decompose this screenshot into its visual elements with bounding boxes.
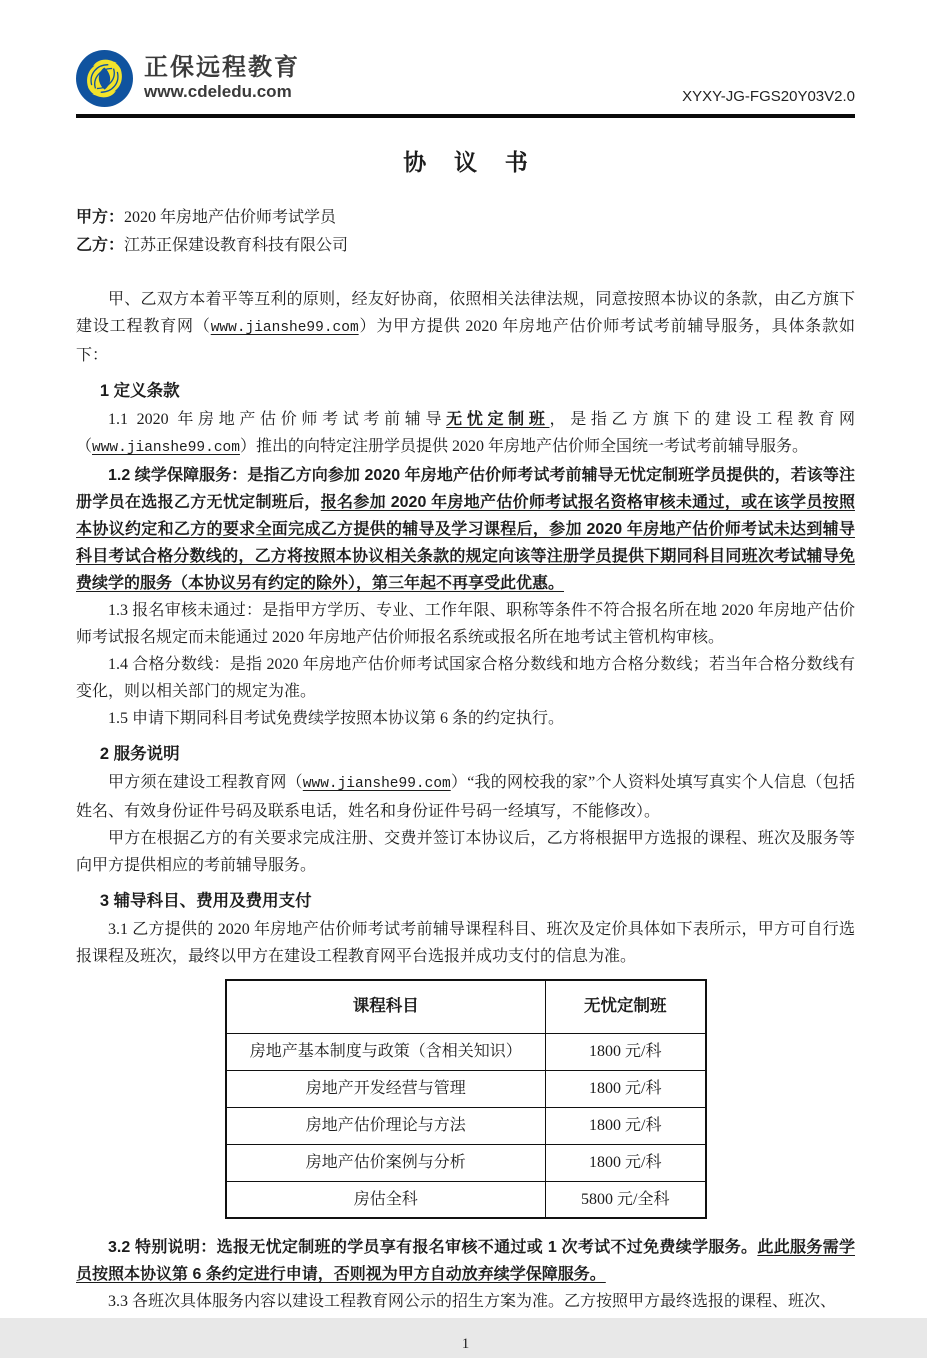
text-run: ）为甲方提供 2020 年房地产估价师考试考前辅导服务，具体条款如下： xyxy=(76,318,855,364)
table-header-cell: 课程科目 xyxy=(226,980,546,1033)
text-run: 甲、乙双方本着平等互利的原则，经友好协商，依照相关法律法规，同意按照本协议的条款，由乙方旗下建设工程教育网（ xyxy=(76,291,855,335)
document-content xyxy=(76,148,855,1358)
logo-text xyxy=(144,54,300,103)
text-run: 1.4 合格分数线：是指 2020 年房地产估价师考试国家合格分数线和地方合格分数线；若当年合格分数线有变化，则以相关部门的规定为准。 xyxy=(76,656,855,700)
text-run: ，是指乙方旗下的建设工程教育网（ xyxy=(76,411,855,455)
table-cell: 房地产基本制度与政策（含相关知识） xyxy=(226,1033,546,1070)
table-row xyxy=(226,1033,706,1070)
table-cell: 房地产估价理论与方法 xyxy=(226,1107,546,1144)
text-run: ）推出的向特定注册学员提供 2020 年房地产估价师全国统一考试考前辅导服务。 xyxy=(239,438,808,455)
table-cell: 1800 元/科 xyxy=(546,1107,706,1144)
swirl-logo-icon xyxy=(76,50,133,107)
table-cell: 房估全科 xyxy=(226,1181,546,1218)
table-cell: 1800 元/科 xyxy=(546,1144,706,1181)
table-row xyxy=(226,1107,706,1144)
party-line xyxy=(76,232,855,260)
text-run: 此此服务需学员按照本协议第 6 条约定进行申请，否则视为甲方自动放弃续学保障服务。 xyxy=(76,1239,855,1283)
paragraph xyxy=(76,1234,855,1288)
inline-url-link[interactable]: www.jianshe99.com xyxy=(92,440,240,456)
table-cell: 1800 元/科 xyxy=(546,1070,706,1107)
inline-url-link[interactable]: www.jianshe99.com xyxy=(302,776,451,792)
company-website: www.cdeledu.com xyxy=(144,82,292,101)
text-run: 甲方须在建设工程教育网（ xyxy=(108,774,303,791)
section-heading: 3 辅导科目、费用及费用支付 xyxy=(99,892,312,910)
text-run: 3.2 特别说明：选报无忧定制班的学员享有报名审核不通过或 1 次考试不过免费续学服务。 xyxy=(108,1239,758,1256)
paragraph xyxy=(76,825,855,879)
section-heading: 2 服务说明 xyxy=(99,745,180,763)
section-heading: 1 定义条款 xyxy=(99,382,180,400)
paragraph xyxy=(76,705,855,732)
text-run: 1.1 2020 年房地产估价师考试考前辅导 xyxy=(108,411,447,428)
paragraph xyxy=(76,406,855,462)
text-run: 甲方在根据乙方的有关要求完成注册、交费并签订本协议后，乙方将根据甲方选报的课程、班次及服务等向甲方提供相应的考前辅导服务。 xyxy=(76,830,855,874)
party-value: 江苏正保建设教育科技有限公司 xyxy=(124,237,349,254)
table-row xyxy=(226,1181,706,1218)
paragraph xyxy=(76,597,855,651)
paragraph xyxy=(76,286,855,369)
price-table xyxy=(225,979,707,1219)
party-label: 乙方： xyxy=(76,237,125,254)
table-cell: 5800 元/全科 xyxy=(546,1181,706,1218)
paragraph xyxy=(76,462,855,597)
paragraph xyxy=(76,769,855,825)
text-run: 3.1 乙方提供的 2020 年房地产估价师考试考前辅导课程科目、班次及定价具体如下表所示，甲方可自行选报课程及班次，最终以甲方在建设工程教育网平台选报并成功支付的信息为准。 xyxy=(76,921,855,965)
paragraph xyxy=(76,651,855,705)
text-run: 无忧定制班 xyxy=(446,411,550,428)
page-number: 1 xyxy=(461,1336,470,1352)
table-header-row xyxy=(226,980,706,1033)
party-value: 2020 年房地产估价师考试学员 xyxy=(124,209,337,226)
text-run: 报名参加 2020 年房地产估价师考试报名资格审核未通过，或在该学员按照本协议约定和乙方的要求全面完成乙方提供的辅导及学习课程后，参加 2020 年房地产估价师考试未达到辅导科目考试合格分数线的，乙方将按照本协议相关条款的规定向该等注册学员提供下期同科目同班次考试辅导免费续学的服务（本协议另有约定的除外），第三年起不再享受此优惠。 xyxy=(76,494,855,592)
paragraph xyxy=(76,916,855,970)
agreement-body xyxy=(76,286,855,1315)
document-header xyxy=(76,0,855,118)
table-cell: 房地产开发经营与管理 xyxy=(226,1070,546,1107)
inline-url-link[interactable]: www.jianshe99.com xyxy=(210,320,359,336)
party-label: 甲方： xyxy=(76,209,125,226)
document-title: 协 议 书 xyxy=(403,150,539,175)
table-cell: 房地产估价案例与分析 xyxy=(226,1144,546,1181)
text-run: ）“我的网校我的家”个人资料处填写真实个人信息（包括姓名、有效身份证件号码及联系电话，姓名和身份证件号码一经填写，不能修改）。 xyxy=(76,774,855,820)
document-code: XYXY-JG-FGS20Y03V2.0 xyxy=(682,88,855,105)
party-line xyxy=(76,204,855,232)
text-run: 1.3 报名审核未通过：是指甲方学历、专业、工作年限、职称等条件不符合报名所在地 2020 年房地产估价师考试报名规定而未能通过 2020 年房地产估价师报名系统或报名所在地考试主管机构审核。 xyxy=(76,602,855,646)
text-run: 3.3 各班次具体服务内容以建设工程教育网公示的招生方案为准。乙方按照甲方最终选报的课程、班次、 xyxy=(108,1293,837,1310)
table-row xyxy=(226,1070,706,1107)
text-run: 1.2 续学保障服务：是指乙方向参加 2020 年房地产估价师考试考前辅导无忧定制班学员提供的，若该等注册学员在选报乙方无忧定制班后， xyxy=(76,467,855,511)
company-logo xyxy=(76,50,300,107)
table-cell: 1800 元/科 xyxy=(546,1033,706,1070)
table-header-cell: 无忧定制班 xyxy=(546,980,706,1033)
table-row xyxy=(226,1144,706,1181)
paragraph xyxy=(76,1288,855,1315)
text-run: 1.5 申请下期同科目考试免费续学按照本协议第 6 条的约定执行。 xyxy=(108,710,565,727)
company-name: 正保远程教育 xyxy=(144,54,300,81)
parties-block xyxy=(76,204,855,260)
